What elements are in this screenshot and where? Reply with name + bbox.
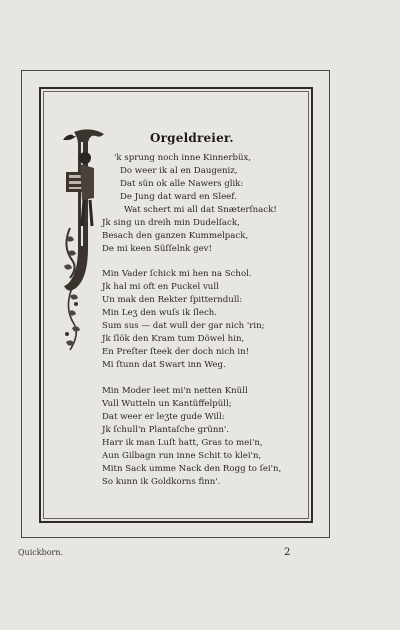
poem-line: Do weer ik al en Daugeniz,	[120, 166, 238, 176]
poem-line: De mi keen Süſſelnk gev!	[102, 244, 212, 254]
poem-line: 'k sprung noch inne Kinnerbüx,	[114, 153, 252, 163]
poem-line: Vull Wutteln un Kantüffelpüll;	[102, 399, 232, 409]
poem-line: Mitn Sack umme Nack den Rogg to ſei'n,	[102, 464, 282, 474]
poem-line: Wat schert mi all dat Snæterſnack!	[124, 205, 277, 215]
page-number: 2	[284, 547, 291, 558]
poem-line: Mi ſtunn dat Swart inn Weg.	[102, 360, 226, 370]
poem-line: Un mak den Rekter ſpitterndull:	[102, 295, 243, 305]
poem-line: Harr ik man Luſt hatt, Gras to mei'n,	[102, 438, 263, 448]
poem-line: Jk hal mi oft en Puckel vull	[102, 282, 219, 292]
poem-line: Sum sus — dat wull der gar nich 'rin;	[102, 321, 265, 331]
signature-mark: Quickborn.	[18, 548, 64, 557]
poem-line: Besach den ganzen Kummelpack,	[102, 231, 249, 241]
poem-line: Jk ſlök den Kram tum Döwel hin,	[102, 334, 245, 344]
poem-line: Min Vader ſchick mi hen na Schol.	[102, 269, 252, 279]
illuminated-initial-icon	[60, 128, 108, 356]
poem-line: So kunn ik Goldkorns finn'.	[102, 477, 221, 487]
poem-line: Min Moder leet mi'n netten Knüll	[102, 386, 248, 396]
poem-title: Orgeldreier.	[150, 131, 234, 145]
poem-line: Min Leʒ den wuſs ik ſlech.	[102, 308, 218, 318]
poem-line: De Jung dat ward en Sleef.	[120, 192, 237, 202]
poem-line: Jk ſchull'n Plantaſche grünn'.	[102, 425, 229, 435]
poem-line: Aun Gilbagn run inne Schit to klei'n,	[102, 451, 262, 461]
poem-line: Jk sing un dreih min Dudelſack,	[102, 218, 240, 228]
poem-line: Dat sün ok alle Nawers glik:	[120, 179, 244, 189]
poem-line: Dat weer er leʒte gude Will:	[102, 412, 225, 422]
poem-line: En Preſter ſteek der doch nich in!	[102, 347, 250, 357]
